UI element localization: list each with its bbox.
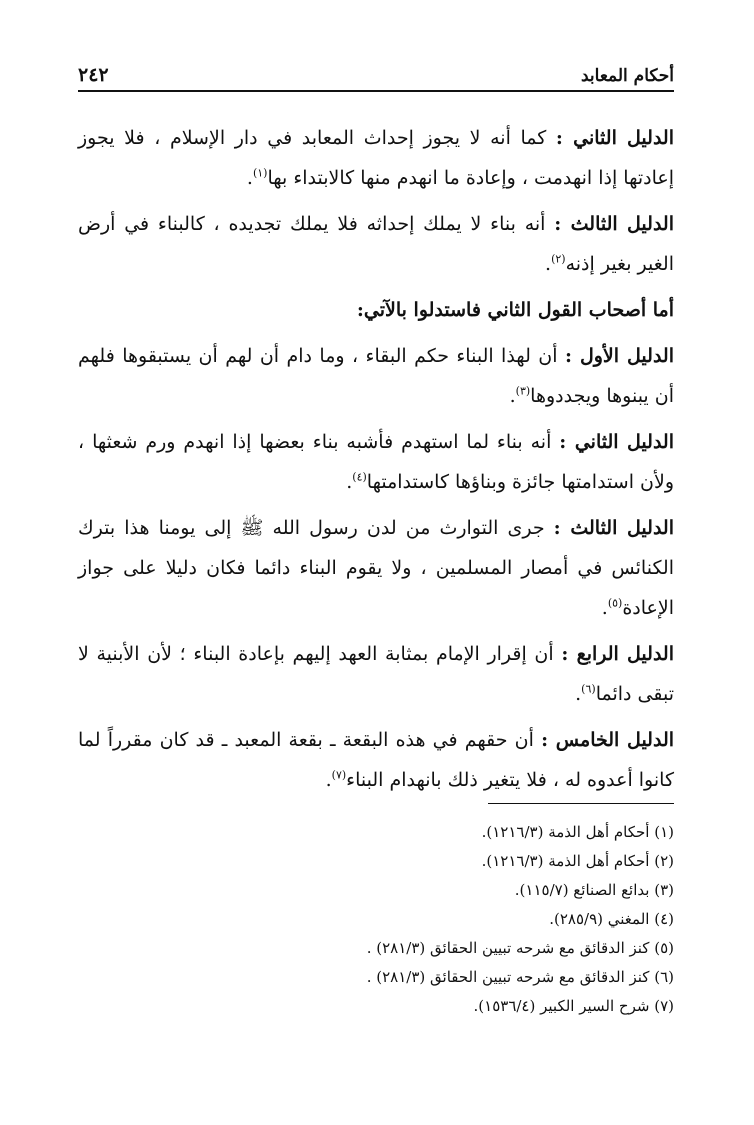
footnote-item: (٥) كنز الدقائق مع شرحه تبيين الحقائق (٢٨١/٣) . (366, 939, 674, 957)
footnote-ref: (٣) (515, 384, 531, 398)
footnote-ref: (٤) (352, 470, 367, 484)
running-title: أحكام المعابد (580, 66, 674, 86)
evidence-label: الدليل الثاني : (559, 431, 674, 453)
footnote-item: (١) أحكام أهل الذمة (١٢١٦/٣). (481, 823, 674, 841)
footnote-item: (٣) بدائع الصنائع (١١٥/٧). (514, 881, 674, 899)
footnote-ref: (٢) (551, 252, 566, 266)
footnote-ref: (٦) (581, 682, 596, 696)
paragraph-evidence-3: الدليل الثالث : أنه بناء لا يملك إحداثه فلا يملك تجديده ، كالبناء في أرض الغير بغير إذنه$^{(٢)}$. (78, 213, 674, 275)
evidence-label: الدليل الثالث : (553, 517, 674, 539)
footnotes (174, 818, 674, 1021)
paragraph-evidence-1b: الدليل الأول : أن لهذا البناء حكم البقاء ، وما دام أن لهم أن يستبقوها فلهم أن يبنوها ويجددوها$^{(٣)}$. (78, 345, 674, 407)
paragraph-evidence-2b: الدليل الثاني : أنه بناء لما استهدم فأشبه بناء بعضها إذا انهدم ورم شعثها ، ولأن استدامتها جائزة وبناؤها كاستدامتها$^{(٤)}$. (78, 431, 674, 493)
footnote-ref: (٧) (331, 768, 347, 782)
footnote-item: (٦) كنز الدقائق مع شرحه تبيين الحقائق (٢٨١/٣) . (366, 968, 674, 986)
evidence-label: الدليل الخامس : (541, 729, 675, 751)
footnote-item: (٧) شرح السير الكبير (١٥٣٦/٤). (473, 997, 674, 1015)
footnote-item: (٤) المغني (٢٨٥/٩). (549, 910, 674, 928)
evidence-text: أنه بناء لما استهدم فأشبه بناء بعضها إذا انهدم ورم شعثها ، ولأن استدامتها جائزة وبناؤها كاستدامتها (78, 431, 674, 493)
evidence-label: الدليل الرابع : (561, 643, 674, 665)
section-heading: أما أصحاب القول الثاني فاستدلوا بالآتي: (356, 299, 674, 321)
page-header (78, 52, 674, 92)
paragraph-evidence-2: الدليل الثاني : كما أنه لا يجوز إحداث المعابد في دار الإسلام ، فلا يجوز إعادتها إذا انهدمت ، وإعادة ما انهدم منها كالابتداء بها$^{(١)}$. (78, 127, 674, 189)
evidence-text: أن حقهم في هذه البقعة ـ بقعة المعبد ـ قد كان مقرراً لما كانوا أعدوه له ، فلا يتغير ذلك بانهدام البناء (78, 729, 674, 791)
evidence-label: الدليل الثاني : (555, 127, 674, 149)
page-body (78, 118, 674, 806)
paragraph-evidence-4b: الدليل الرابع : أن إقرار الإمام بمثابة العهد إليهم بإعادة البناء ؛ لأن الأبنية لا تبقى دائما$^{(٦)}$. (78, 643, 674, 705)
paragraph-evidence-5b: الدليل الخامس : أن حقهم في هذه البقعة ـ بقعة المعبد ـ قد كان مقرراً لما كانوا أعدوه له ، فلا يتغير ذلك بانهدام البناء$^{(٧)}$. (78, 729, 675, 791)
evidence-text: أنه بناء لا يملك إحداثه فلا يملك تجديده ، كالبناء في أرض الغير بغير إذنه (78, 213, 674, 275)
evidence-text: أن لهذا البناء حكم البقاء ، وما دام أن لهم أن يستبقوها فلهم أن يبنوها ويجددوها (78, 345, 674, 407)
evidence-text: أن إقرار الإمام بمثابة العهد إليهم بإعادة البناء ؛ لأن الأبنية لا تبقى دائما (78, 643, 674, 705)
footnote-ref: (٥) (607, 596, 623, 610)
footnote-ref: (١) (252, 166, 268, 180)
footnote-item: (٢) أحكام أهل الذمة (١٢١٦/٣). (481, 852, 674, 870)
evidence-label: الدليل الثالث : (554, 213, 674, 235)
evidence-text: كما أنه لا يجوز إحداث المعابد في دار الإسلام ، فلا يجوز إعادتها إذا انهدمت ، وإعادة ما انهدم منها كالابتداء بها (78, 127, 674, 189)
evidence-text: جرى التوارث من لدن رسول الله ﷺ إلى يومنا هذا بترك الكنائس في أمصار المسلمين ، ولا يقوم البناء دائما فكان دليلا على جواز الإعادة (78, 517, 674, 619)
page-number: ٢٤٢ (78, 64, 109, 86)
footnote-divider (488, 803, 674, 804)
paragraph-evidence-3b: الدليل الثالث : جرى التوارث من لدن رسول الله ﷺ إلى يومنا هذا بترك الكنائس في أمصار المسلمين ، ولا يقوم البناء دائما فكان دليلا على جواز الإعادة$^{(٥)}$. (78, 517, 674, 619)
evidence-label: الدليل الأول : (564, 345, 674, 367)
